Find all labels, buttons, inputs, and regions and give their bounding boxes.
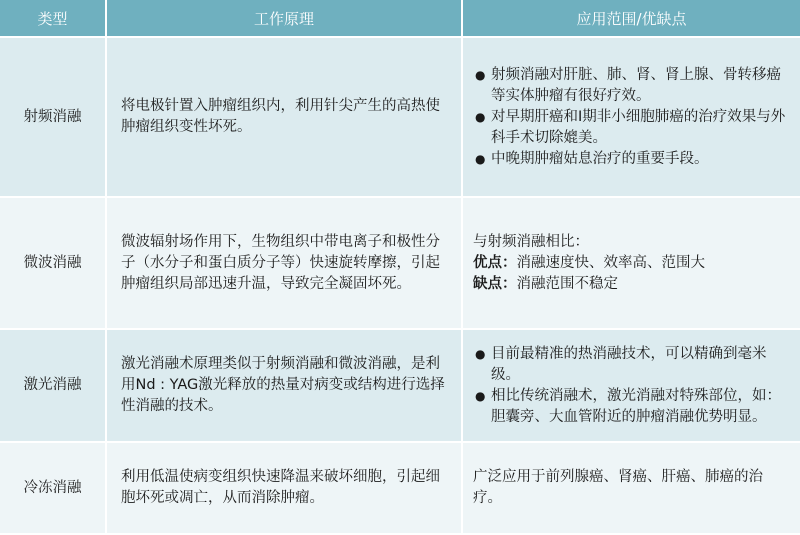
bullet-dot-icon: ●: [475, 109, 486, 124]
list-item-text: 中晚期肿瘤姑息治疗的重要手段。: [491, 150, 709, 167]
header-scope: 应用范围/优缺点: [462, 0, 800, 37]
scope-intro: 与射频消融相比：: [473, 233, 589, 250]
list-item-text: 相比传统消融术，激光消融对特殊部位，如：胆囊旁、大血管附近的肿瘤消融优势明显。: [491, 387, 781, 425]
scope-bullet-list: [473, 65, 790, 170]
bullet-dot-icon: ●: [475, 67, 486, 82]
table-header: [0, 0, 800, 37]
list-item-text: 目前最精准的热消融技术，可以精确到毫米级。: [491, 345, 767, 383]
scope-cell: [462, 197, 800, 329]
list-item: [473, 344, 790, 386]
cons-line: [473, 274, 790, 295]
principle-cell: 微波辐射场作用下，生物组织中带电离子和极性分子（水分子和蛋白质分子等）快速旋转摩擦，引起肿瘤组织局部迅速升温，导致完全凝固坏死。: [106, 197, 462, 329]
scope-cell: [462, 37, 800, 197]
list-item-text: 对早期肝癌和I期非小细胞肺癌的治疗效果与外科手术切除媲美。: [491, 108, 786, 146]
header-principle: 工作原理: [106, 0, 462, 37]
pros-label: 优点：: [473, 254, 517, 271]
type-cell: 微波消融: [0, 197, 106, 329]
cons-label: 缺点：: [473, 275, 517, 292]
bullet-dot-icon: ●: [475, 151, 486, 166]
bullet-dot-icon: ●: [475, 346, 486, 361]
cons-value: 消融范围不稳定: [516, 275, 618, 292]
scope-cell: [462, 329, 800, 442]
table-row: [0, 442, 800, 534]
table-row: [0, 329, 800, 442]
list-item: [473, 107, 790, 149]
pros-line: [473, 253, 790, 274]
list-item-text: 射频消融对肝脏、肺、肾、肾上腺、骨转移癌等实体肿瘤有很好疗效。: [491, 66, 781, 104]
type-cell: 射频消融: [0, 37, 106, 197]
scope-cell: 广泛应用于前列腺癌、肾癌、肝癌、肺癌的治疗。: [462, 442, 800, 534]
principle-cell: 利用低温使病变组织快速降温来破坏细胞，引起细胞坏死或凋亡，从而消除肿瘤。: [106, 442, 462, 534]
list-item: [473, 149, 790, 170]
type-cell: 激光消融: [0, 329, 106, 442]
scope-bullet-list: [473, 344, 790, 428]
bullet-dot-icon: ●: [475, 388, 486, 403]
principle-cell: 激光消融术原理类似于射频消融和微波消融，是利用Nd : YAG激光释放的热量对病变或结构进行选择性消融的技术。: [106, 329, 462, 442]
header-type: 类型: [0, 0, 106, 37]
table-row: [0, 197, 800, 329]
principle-cell: 将电极针置入肿瘤组织内，利用针尖产生的高热使肿瘤组织变性坏死。: [106, 37, 462, 197]
list-item: [473, 65, 790, 107]
pros-value: 消融速度快、效率高、范围大: [516, 254, 705, 271]
list-item: [473, 386, 790, 428]
table-row: [0, 37, 800, 197]
type-cell: 冷冻消融: [0, 442, 106, 534]
